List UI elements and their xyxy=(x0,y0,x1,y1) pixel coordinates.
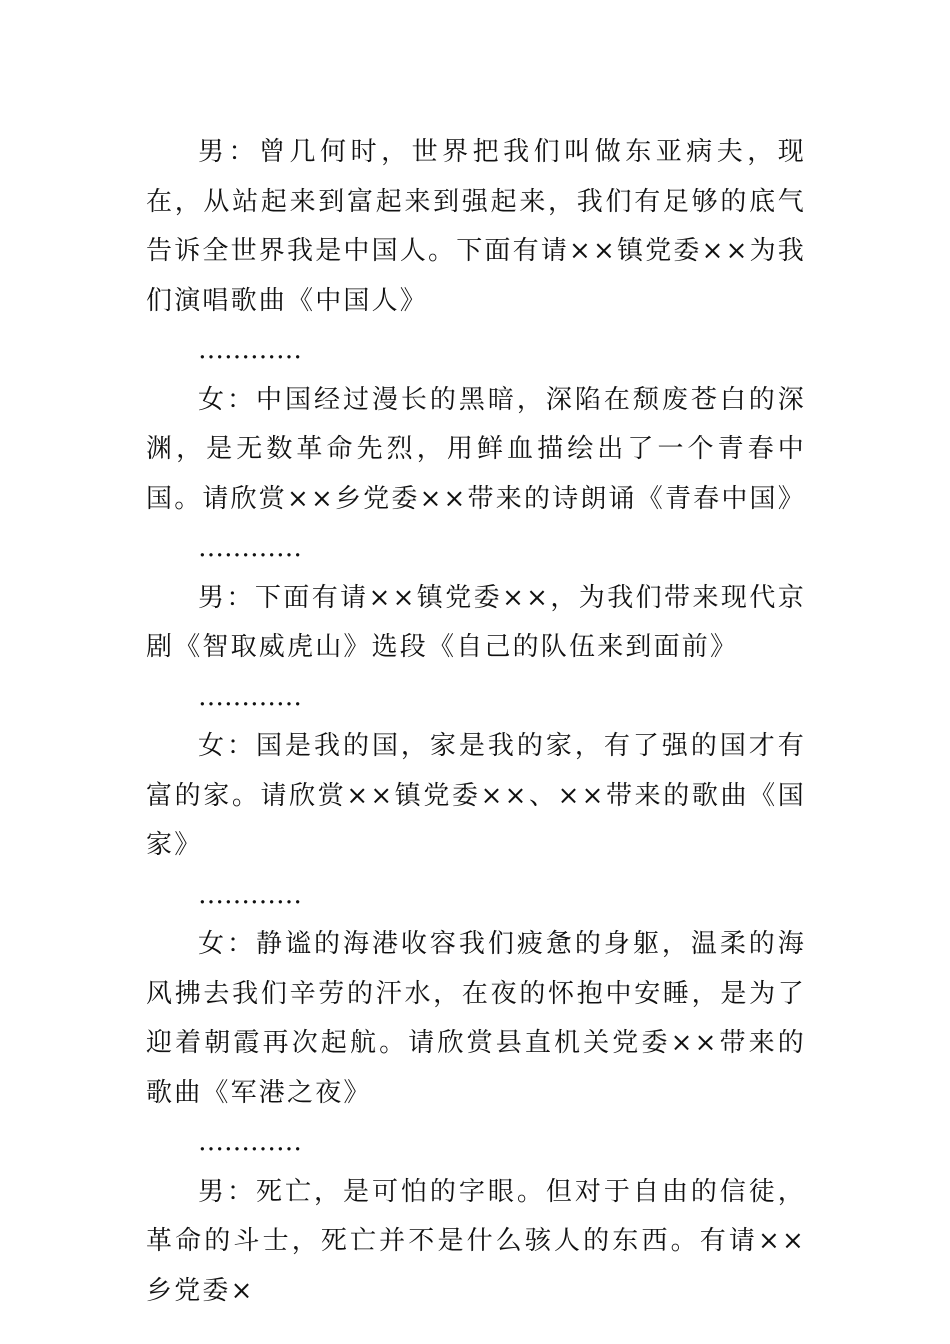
paragraph-host-male-3: 男：死亡，是可怕的字眼。但对于自由的信徒，革命的斗士，死亡并不是什么骇人的东西。有请××乡党委× xyxy=(146,1176,806,1306)
ellipsis-separator: ………… xyxy=(198,533,302,563)
paragraph-host-female-1: 女：中国经过漫长的黑暗，深陷在颓废苍白的深渊，是无数革命先烈，用鲜血描绘出了一个青春中国。请欣赏××乡党委××带来的诗朗诵《青春中国》 xyxy=(146,384,806,514)
paragraph-host-male-1: 男：曾几何时，世界把我们叫做东亚病夫，现在，从站起来到富起来到强起来，我们有足够的底气告诉全世界我是中国人。下面有请××镇党委××为我们演唱歌曲《中国人》 xyxy=(146,137,806,316)
ellipsis-separator: ………… xyxy=(198,1127,302,1157)
paragraph-host-female-2: 女：国是我的国，家是我的家，有了强的国才有富的家。请欣赏××镇党委××、××带来的歌曲《国家》 xyxy=(146,731,806,860)
ellipsis-separator: ………… xyxy=(198,681,302,712)
paragraph-host-male-2: 男：下面有请××镇党委××，为我们带来现代京剧《智取威虎山》选段《自己的队伍来到面前》 xyxy=(146,582,806,662)
document-body xyxy=(146,128,806,1316)
ellipsis-separator: ………… xyxy=(198,335,302,365)
ellipsis-separator: ………… xyxy=(198,879,302,910)
paragraph-host-female-3: 女：静谧的海港收容我们疲惫的身躯，温柔的海风拂去我们辛劳的汗水，在夜的怀抱中安睡，是为了迎着朝霞再次起航。请欣赏县直机关党委××带来的歌曲《军港之夜》 xyxy=(146,929,806,1108)
